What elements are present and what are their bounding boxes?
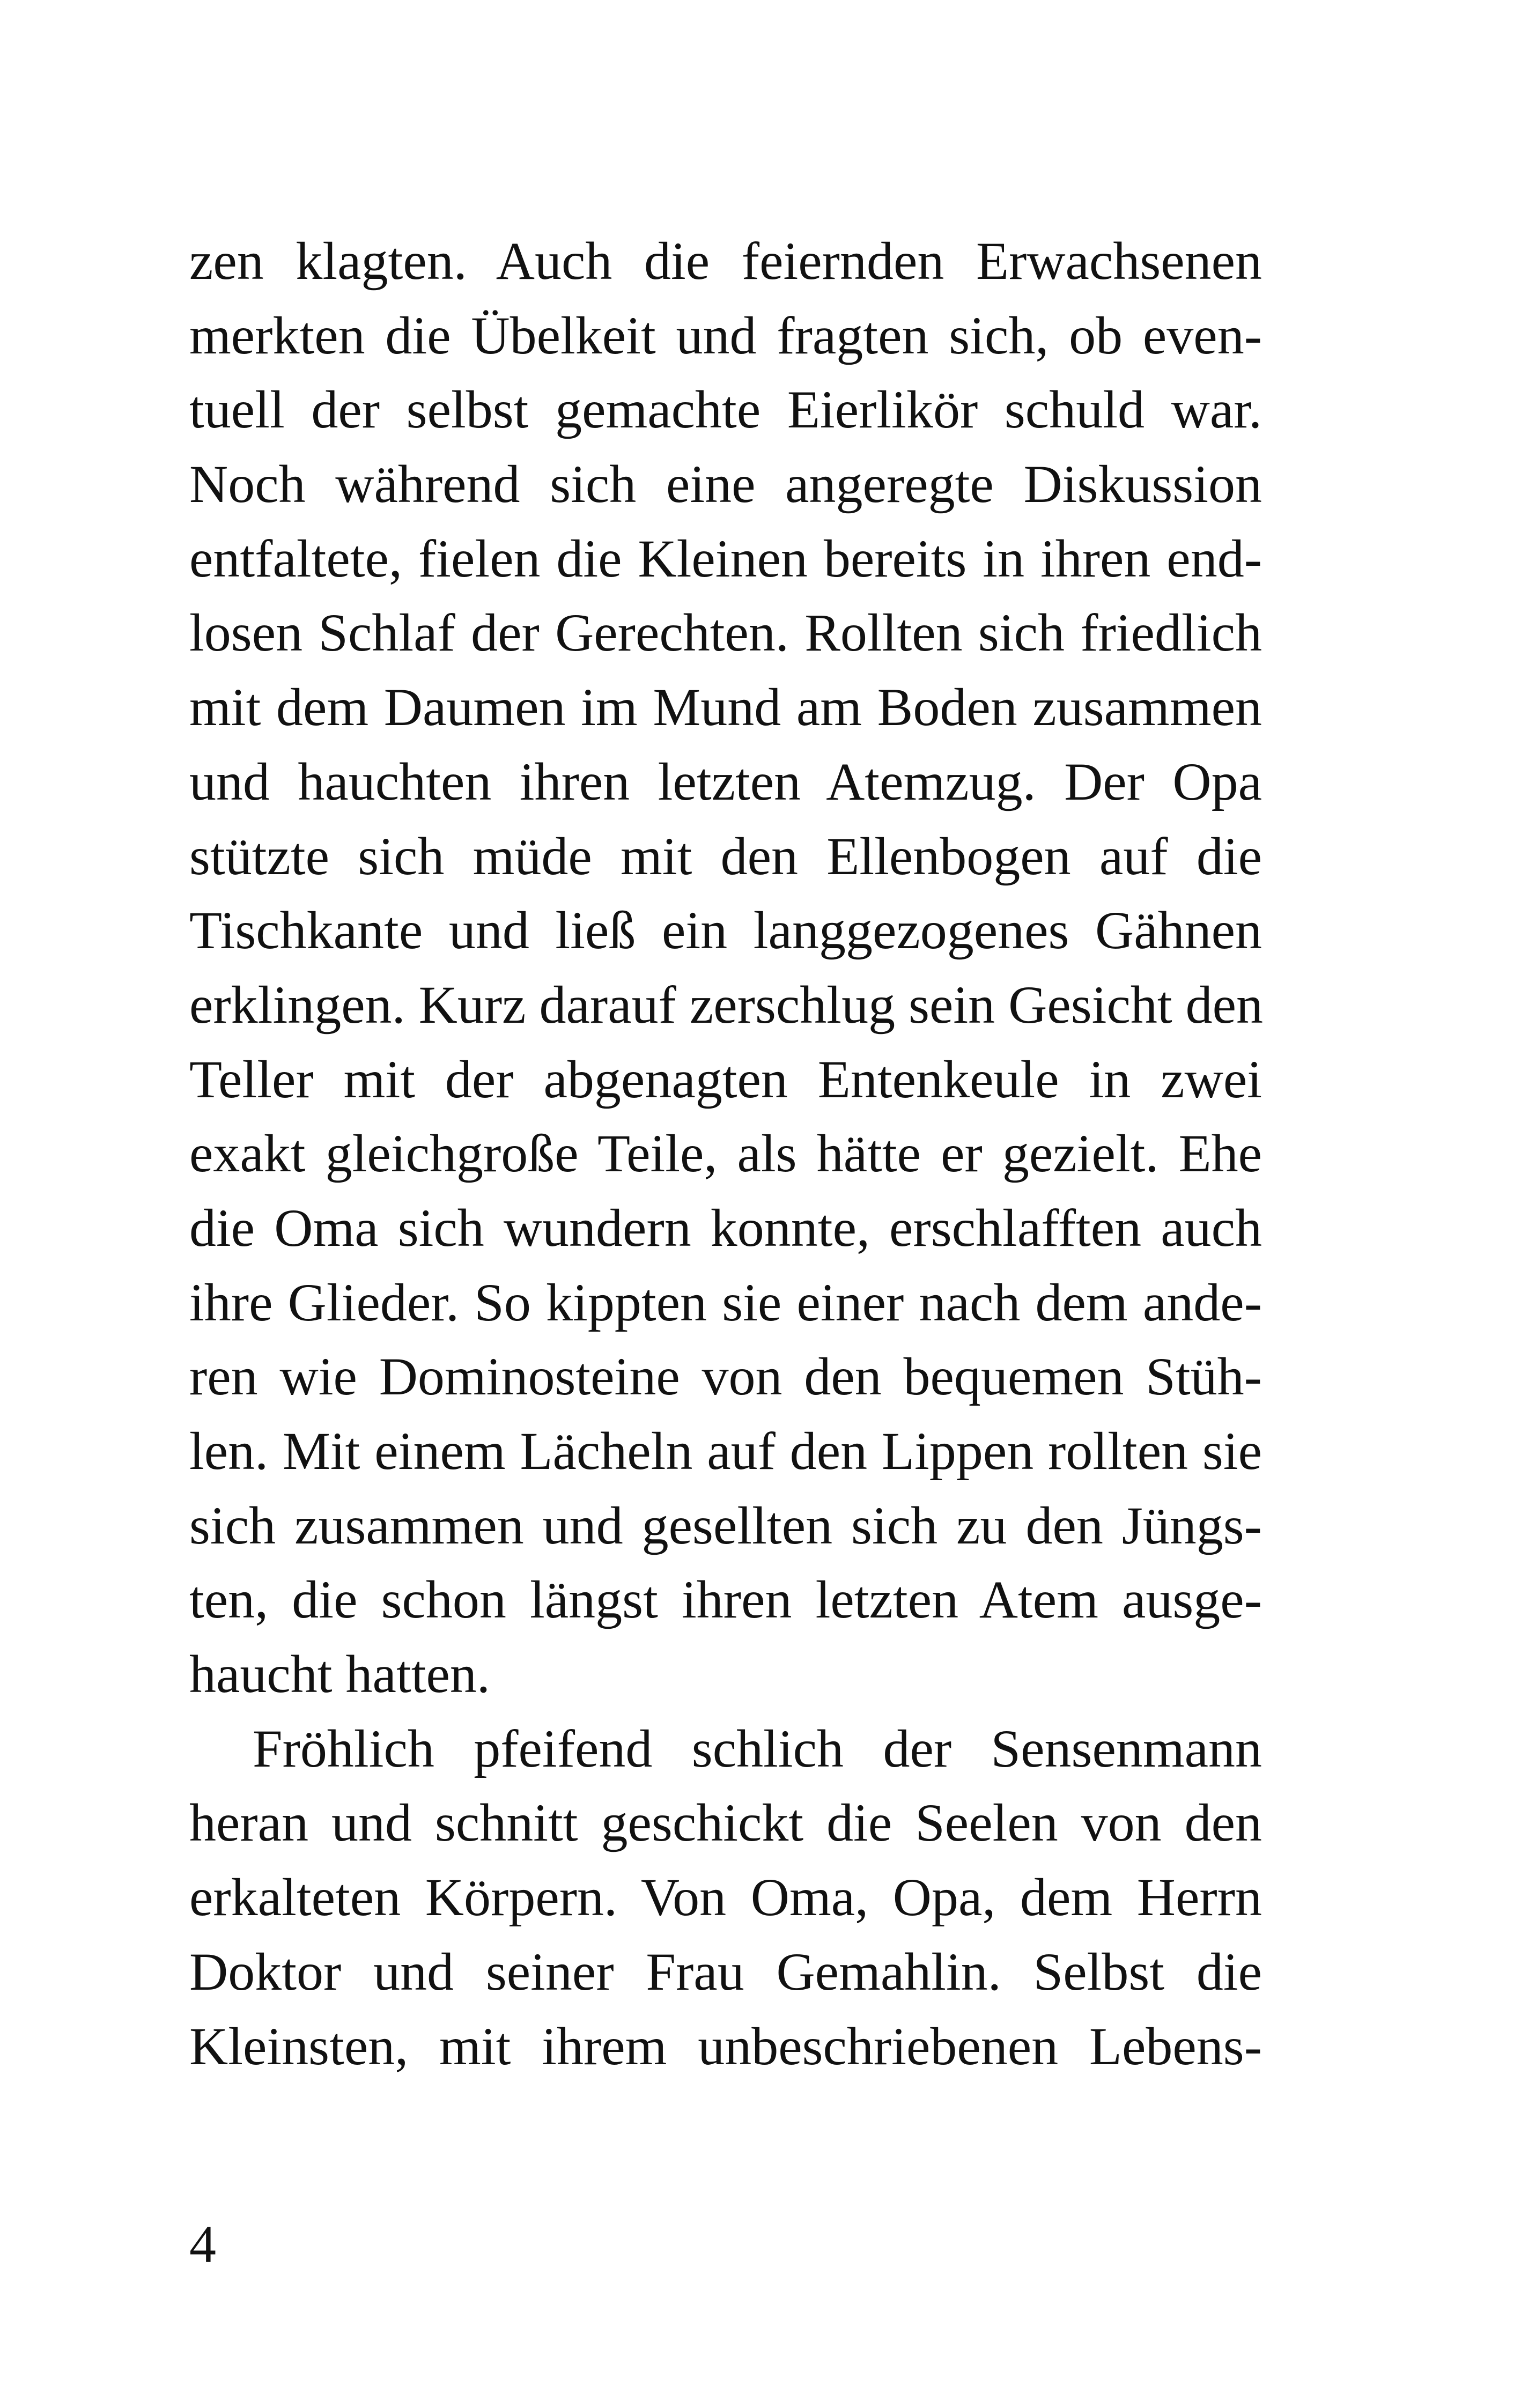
- body-text: [189, 224, 1262, 2084]
- text-line: stützte sich müde mit den Ellenbogen auf die: [189, 826, 1262, 886]
- text-line: Tischkante und ließ ein langgezogenes Gähnen: [189, 900, 1262, 961]
- text-line: ten, die schon längst ihren letzten Atem ausge-: [189, 1570, 1262, 1630]
- text-line: Doktor und seiner Frau Gemahlin. Selbst die: [189, 1941, 1262, 2001]
- text-line: Teller mit der abgenagten Entenkeule in zwei: [189, 1049, 1262, 1109]
- text-line: zen klagten. Auch die feiernden Erwachsenen: [189, 231, 1262, 291]
- text-line: erkalteten Körpern. Von Oma, Opa, dem Herrn: [189, 1867, 1262, 1927]
- page-number: 4: [189, 2214, 216, 2274]
- text-line: Noch während sich eine angeregte Diskussion: [189, 454, 1262, 514]
- text-line: tuell der selbst gemachte Eierlikör schuld war.: [189, 380, 1262, 440]
- text-line: die Oma sich wundern konnte, erschlafften auch: [189, 1198, 1262, 1258]
- text-line: len. Mit einem Lächeln auf den Lippen rollten sie: [189, 1421, 1262, 1481]
- text-line: heran und schnitt geschickt die Seelen von den: [189, 1793, 1262, 1853]
- text-line-paragraph-end: haucht hatten.: [189, 1644, 490, 1704]
- text-line: Kleinsten, mit ihrem unbeschriebenen Lebens-: [189, 2016, 1262, 2076]
- text-line: erklingen. Kurz darauf zerschlug sein Gesicht den: [189, 974, 1264, 1035]
- text-line: sich zusammen und gesellten sich zu den Jüngs-: [189, 1495, 1262, 1555]
- text-line: und hauchten ihren letzten Atemzug. Der Opa: [189, 751, 1262, 811]
- text-line: exakt gleichgroße Teile, als hätte er gezielt. Ehe: [189, 1124, 1262, 1184]
- text-line: losen Schlaf der Gerechten. Rollten sich friedlich: [189, 603, 1262, 663]
- text-line-paragraph-start: Fröhlich pfeifend schlich der Sensenmann: [253, 1718, 1262, 1778]
- text-line: mit dem Daumen im Mund am Boden zusammen: [189, 677, 1262, 737]
- text-line: ren wie Dominosteine von den bequemen Stüh-: [189, 1347, 1262, 1407]
- text-line: entfaltete, fielen die Kleinen bereits in ihren end-: [189, 528, 1262, 588]
- text-line: ihre Glieder. So kippten sie einer nach dem ande-: [189, 1272, 1262, 1332]
- text-line: merkten die Übelkeit und fragten sich, ob even-: [189, 305, 1262, 365]
